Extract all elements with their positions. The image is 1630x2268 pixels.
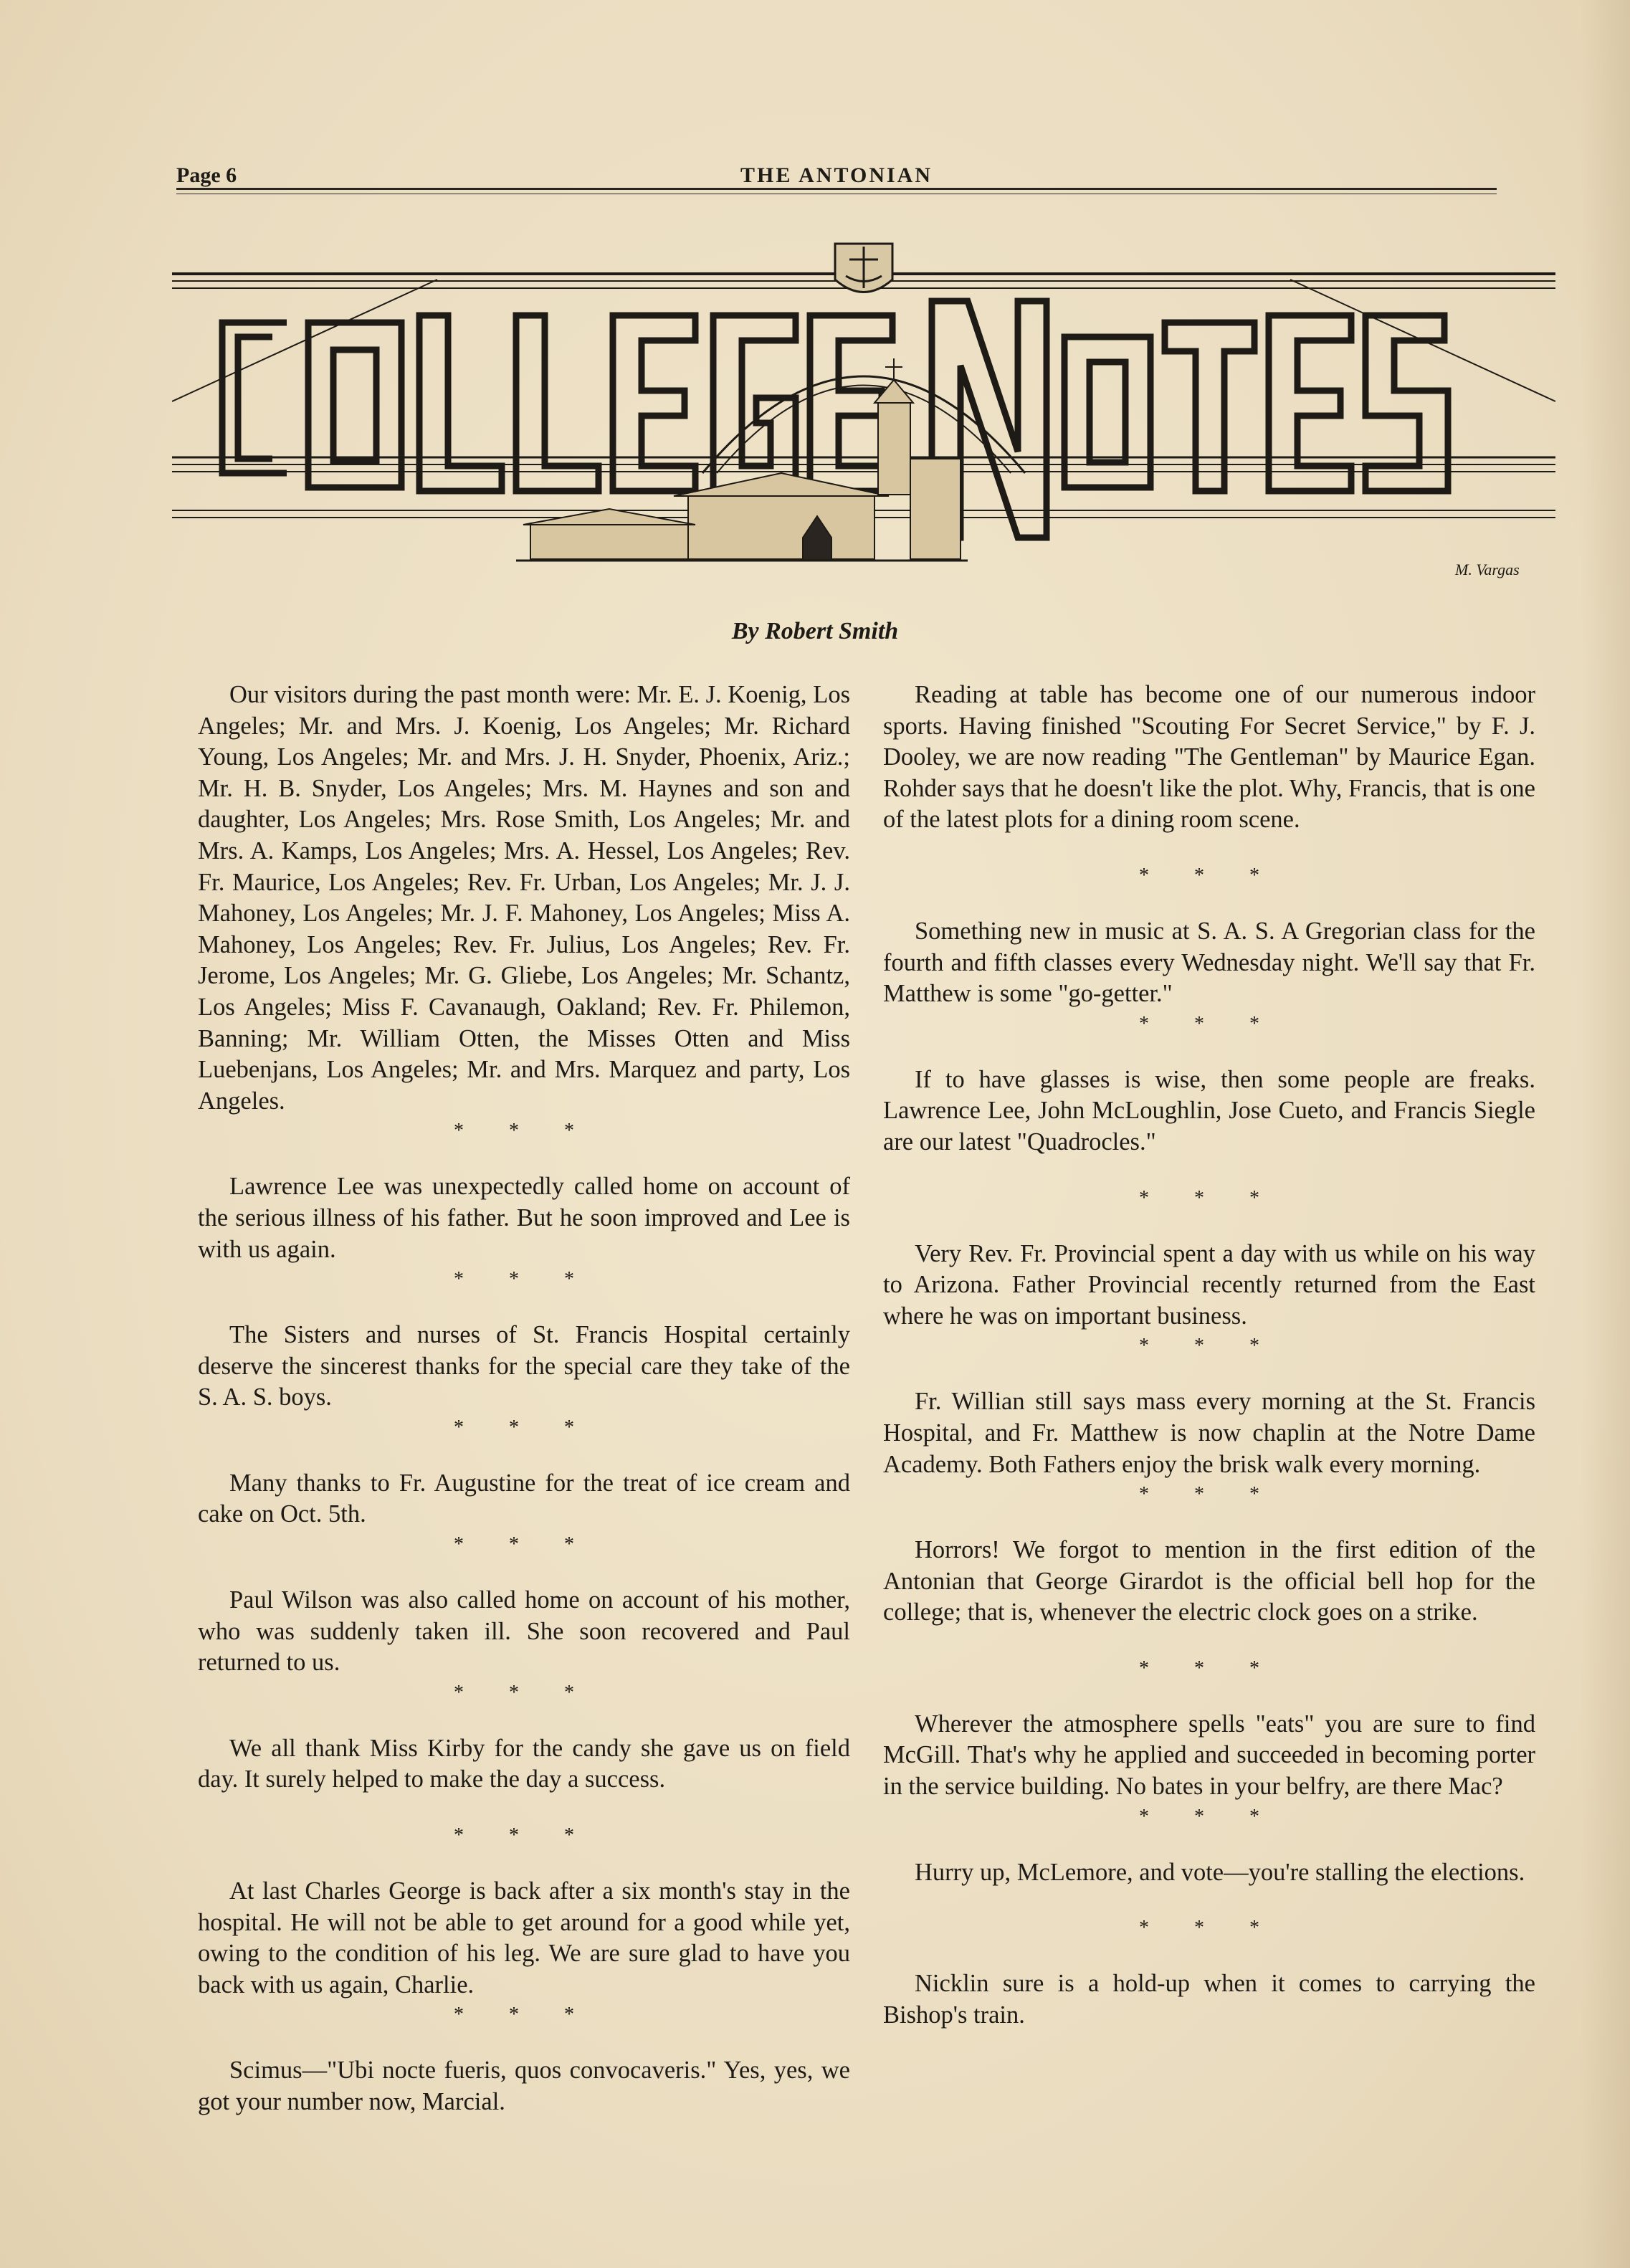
journal-title: THE ANTONIAN <box>740 163 933 187</box>
article-paragraph: We all thank Miss Kirby for the candy she gave us on field day. It surely helped to make the day a success. <box>198 1734 850 1793</box>
separator-stars: * * * <box>454 1120 594 1143</box>
article-paragraph: If to have glasses is wise, then some people are freaks. Lawrence Lee, John McLoughlin, Jose Cueto, and Francis Siegle are our latest "Quadrocles." <box>883 1065 1535 1156</box>
article-paragraph: The Sisters and nurses of St. Francis Hospital certainly deserve the sincerest thanks for the special care they take of the S. A. S. boys. <box>198 1321 850 1411</box>
article-paragraph: Something new in music at S. A. S. A Gregorian class for the fourth and fifth classes every Wednesday night. We'll say that Fr. Matthew is some "go-getter." <box>883 917 1535 1008</box>
artist-signature: M. Vargas <box>1455 561 1520 578</box>
separator-stars: * * * <box>1139 1335 1279 1358</box>
separator-stars: * * * <box>454 2003 594 2026</box>
page-number: Page 6 <box>176 163 237 187</box>
header-rule <box>176 188 1497 190</box>
article-paragraph: Nicklin sure is a hold-up when it comes to carrying the Bishop's train. <box>883 1970 1535 2029</box>
article-paragraph: Very Rev. Fr. Provincial spent a day with us while on his way to Arizona. Father Provincial recently returned from the East where he was on important business. <box>883 1239 1535 1330</box>
article-paragraph: Lawrence Lee was unexpectedly called home on account of the serious illness of his father. But he soon improved and Lee is with us again. <box>198 1173 850 1263</box>
separator-stars: * * * <box>1139 1917 1279 1940</box>
article-paragraph: Wherever the atmosphere spells "eats" you are sure to find McGill. That's why he applied and succeeded in becoming porter in the service building. No bates in your belfry, are there Mac? <box>883 1710 1535 1801</box>
college-notes-banner <box>172 237 1555 595</box>
separator-stars: * * * <box>1139 864 1279 887</box>
article-paragraph: Many thanks to Fr. Augustine for the treat of ice cream and cake on Oct. 5th. <box>198 1469 850 1528</box>
emblem-icon <box>835 244 892 292</box>
article-paragraph: Horrors! We forgot to mention in the first edition of the Antonian that George Girardot is the official bell hop for the college; that is, whenever the electric clock goes on a strike. <box>883 1536 1535 1626</box>
article-paragraph: Reading at table has become one of our numerous indoor sports. Having finished "Scouting For Secret Service," by F. J. Dooley, we are now reading "The Gentleman" by Maurice Egan. Rohder says that he doesn't like the plot. Why, Francis, that is one of the latest plots for a dining room scene. <box>883 681 1535 834</box>
right-column <box>883 680 1535 2031</box>
separator-stars: * * * <box>454 1824 594 1847</box>
left-column <box>198 680 850 2118</box>
article-paragraph: Paul Wilson was also called home on account of his mother, who was suddenly taken ill. She soon recovered and Paul returned to us. <box>198 1586 850 1677</box>
separator-stars: * * * <box>1139 1657 1279 1679</box>
separator-stars: * * * <box>1139 1805 1279 1828</box>
article-paragraph: At last Charles George is back after a six month's stay in the hospital. He will not be able to get around for a good while yet, owing to the condition of his leg. We are sure glad to have you back with us again, Charlie. <box>198 1877 850 1998</box>
article-paragraph: Scimus—"Ubi nocte fueris, quos convocaveris." Yes, yes, we got your number now, Marcial. <box>198 2057 850 2115</box>
separator-stars: * * * <box>454 1681 594 1704</box>
article-paragraph: Our visitors during the past month were: Mr. E. J. Koenig, Los Angeles; Mr. and Mrs. J. Koenig, Los Angeles; Mr. Richard Young, Los Angeles; Mr. and Mrs. J. H. Snyder, Phoenix, Ariz.; Mr. H. B. Snyder, Los Angeles; Mrs. M. Haynes and son and daughter, Los Angeles; Mrs. Rose Smith, Los Angeles; Mr. and Mrs. A. Kamps, Los Angeles; Mrs. A. Hessel, Los Angeles; Rev. Fr. Maurice, Los Angeles; Rev. Fr. Urban, Los Angeles; Mr. J. J. Mahoney, Los Angeles; Mr. J. F. Mahoney, Los Angeles; Miss A. Mahoney, Los Angeles; Rev. Fr. Julius, Los Angeles; Rev. Fr. Jerome, Los Angeles; Mr. G. Gliebe, Los Angeles; Mr. Schantz, Los Angeles; Miss F. Cavanaugh, Oakland; Rev. Fr. Philemon, Banning; Mr. William Otten, the Misses Otten and Miss Luebenjans, Los Angeles; Mr. and Mrs. Marquez and party, Los Angeles. <box>198 681 850 1115</box>
article-paragraph: Fr. Willian still says mass every morning at the St. Francis Hospital, and Fr. Matthew is now chaplin at the Notre Dame Academy. Both Fathers enjoy the brisk walk every morning. <box>883 1388 1535 1478</box>
separator-stars: * * * <box>1139 1483 1279 1506</box>
banner-artwork <box>172 237 1555 595</box>
article-paragraph: Hurry up, McLemore, and vote—you're stalling the elections. <box>915 1858 1525 1886</box>
separator-stars: * * * <box>454 1416 594 1439</box>
separator-stars: * * * <box>1139 1012 1279 1035</box>
separator-stars: * * * <box>1139 1186 1279 1209</box>
page-edge-shadow <box>1580 0 1630 2268</box>
separator-stars: * * * <box>454 1268 594 1291</box>
byline: By Robert Smith <box>731 618 899 644</box>
separator-stars: * * * <box>454 1533 594 1556</box>
